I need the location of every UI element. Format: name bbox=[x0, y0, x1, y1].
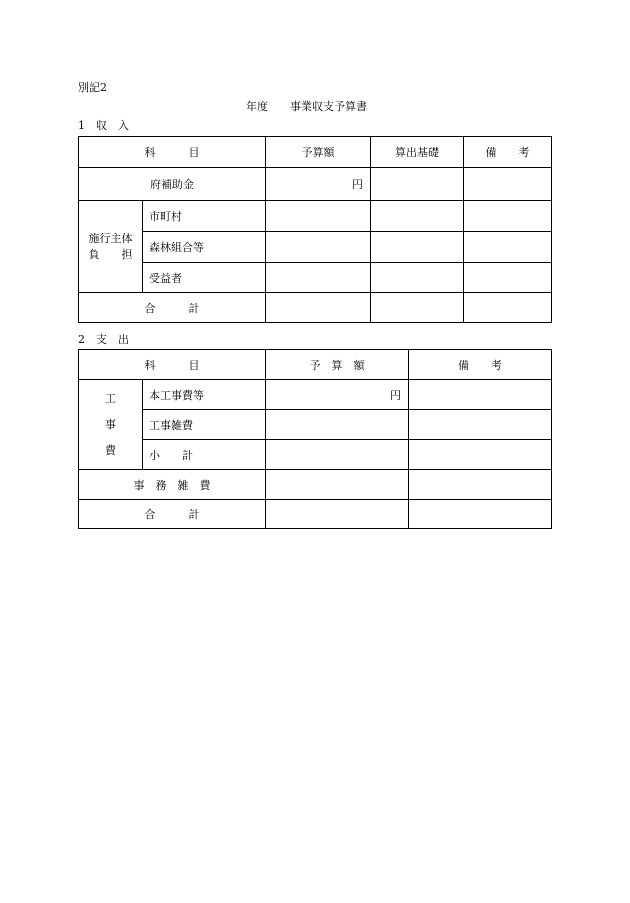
income-subsidy-remarks bbox=[464, 168, 552, 201]
expense-total-label: 合 計 bbox=[79, 500, 266, 529]
expense-total-budget bbox=[266, 500, 409, 529]
expense-row-remarks bbox=[409, 380, 552, 410]
document-title: 年度 事業収支予算書 bbox=[246, 100, 367, 113]
expense-office-remarks bbox=[409, 470, 552, 500]
income-group-label-line1: 施行主体 bbox=[88, 231, 133, 245]
expense-row-label: 本工事費等 bbox=[143, 380, 266, 410]
income-total-basis bbox=[371, 293, 464, 323]
expense-row-label: 工事雑費 bbox=[143, 410, 266, 440]
income-row-remarks bbox=[464, 201, 552, 232]
income-row-basis bbox=[371, 263, 464, 293]
expense-header-row bbox=[79, 350, 552, 380]
expense-table bbox=[78, 349, 552, 529]
expense-total-remarks bbox=[409, 500, 552, 529]
income-table bbox=[78, 136, 552, 323]
expense-header-item: 科 目 bbox=[79, 350, 266, 380]
income-header-budget: 予算額 bbox=[266, 137, 371, 168]
income-row-remarks bbox=[464, 232, 552, 263]
income-row bbox=[79, 232, 552, 263]
income-row bbox=[79, 263, 552, 293]
income-row-budget bbox=[266, 232, 371, 263]
income-row-label: 森林組合等 bbox=[143, 232, 266, 263]
expense-office-budget bbox=[266, 470, 409, 500]
expense-row-remarks bbox=[409, 410, 552, 440]
expense-row bbox=[79, 380, 552, 410]
expense-group-label-char: 事 bbox=[105, 417, 116, 431]
expense-heading: 2 支 出 bbox=[78, 333, 129, 346]
expense-group-label bbox=[79, 380, 143, 470]
income-total-budget bbox=[266, 293, 371, 323]
income-row-budget bbox=[266, 201, 371, 232]
income-row-remarks bbox=[464, 263, 552, 293]
expense-row bbox=[79, 410, 552, 440]
income-row bbox=[79, 201, 552, 232]
income-row-basis bbox=[371, 232, 464, 263]
income-group-label bbox=[79, 201, 143, 293]
expense-group-label-char: 費 bbox=[105, 443, 116, 457]
income-subsidy-budget: 円 bbox=[266, 168, 371, 201]
income-header-basis: 算出基礎 bbox=[371, 137, 464, 168]
expense-row-remarks bbox=[409, 440, 552, 470]
income-row-basis bbox=[371, 201, 464, 232]
expense-row-budget bbox=[266, 440, 409, 470]
expense-row-budget: 円 bbox=[266, 380, 409, 410]
expense-group-label-char: 工 bbox=[105, 391, 116, 405]
income-row-label: 受益者 bbox=[143, 263, 266, 293]
income-heading: 1 収 入 bbox=[78, 119, 129, 132]
income-subsidy-row bbox=[79, 168, 552, 201]
income-total-remarks bbox=[464, 293, 552, 323]
expense-header-remarks: 備 考 bbox=[409, 350, 552, 380]
income-row-budget bbox=[266, 263, 371, 293]
income-header-item: 科 目 bbox=[79, 137, 266, 168]
expense-office-label: 事 務 雑 費 bbox=[79, 470, 266, 500]
expense-office-row bbox=[79, 470, 552, 500]
income-row-label: 市町村 bbox=[143, 201, 266, 232]
expense-total-row bbox=[79, 500, 552, 529]
expense-header-budget: 予 算 額 bbox=[266, 350, 409, 380]
expense-row bbox=[79, 440, 552, 470]
expense-row-budget bbox=[266, 410, 409, 440]
income-group-label-line2: 負 担 bbox=[88, 247, 133, 261]
income-header-remarks: 備 考 bbox=[464, 137, 552, 168]
income-total-label: 合 計 bbox=[79, 293, 266, 323]
income-subsidy-basis bbox=[371, 168, 464, 201]
annex-label: 別記2 bbox=[78, 81, 107, 94]
expense-row-label: 小 計 bbox=[143, 440, 266, 470]
income-total-row bbox=[79, 293, 552, 323]
income-subsidy-label: 府補助金 bbox=[79, 168, 266, 201]
income-header-row bbox=[79, 137, 552, 168]
